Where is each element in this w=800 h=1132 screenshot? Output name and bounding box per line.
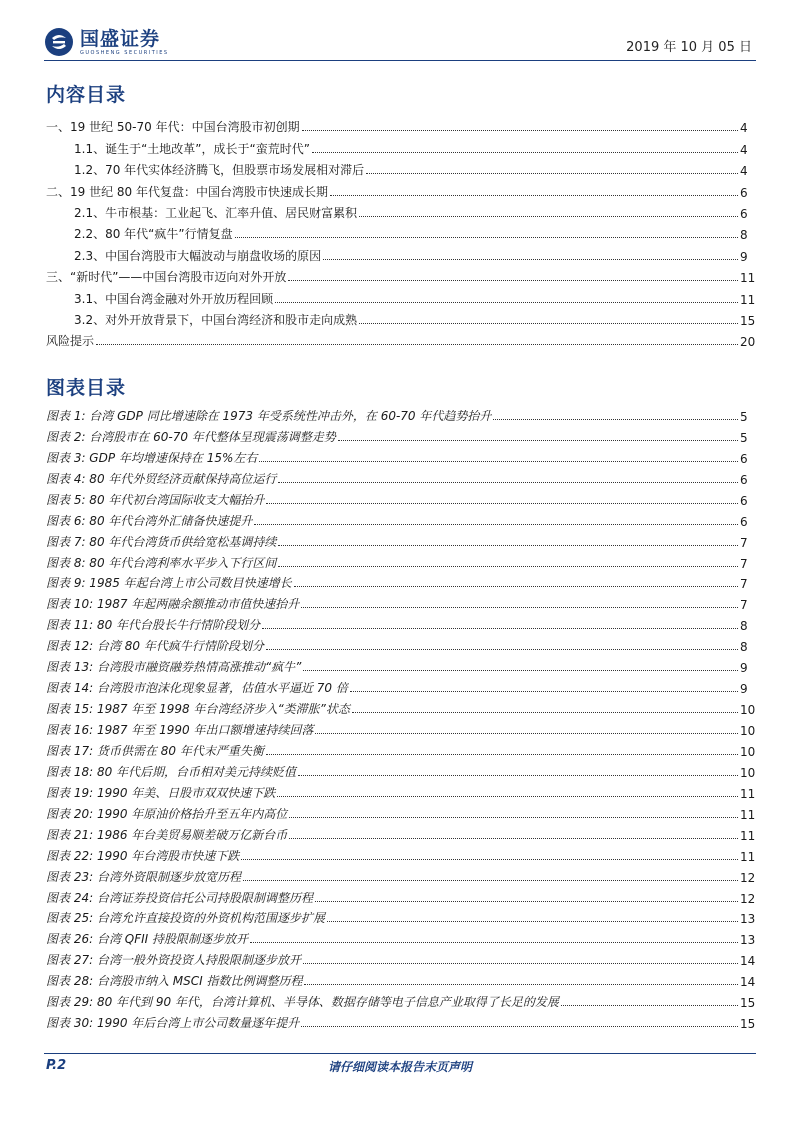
toc-entry-page: 4 (740, 164, 748, 179)
toc-entry-page: 11 (740, 271, 756, 286)
toc-entry[interactable] (46, 328, 756, 350)
toc-entry-page: 6 (740, 451, 748, 466)
toc-entry[interactable] (46, 445, 750, 466)
dot-leader (327, 921, 738, 922)
dot-leader (315, 901, 738, 902)
toc-entry-page: 8 (740, 228, 748, 243)
toc-entry[interactable] (46, 843, 756, 864)
toc-entry-label: 图表 28: 台湾股市纳入 MSCI 指数比例调整历程 (46, 974, 303, 989)
toc-entry-label: 图表 10: 1987 年起两融余额推动市值快速抬升 (46, 597, 300, 612)
dot-leader (277, 796, 738, 797)
dot-leader (254, 524, 738, 525)
contents-title: 内容目录 (46, 84, 127, 106)
toc-entry-page: 10 (740, 703, 756, 718)
toc-entry-label: 图表 21: 1986 年台美贸易顺差破万亿新台币 (46, 827, 288, 842)
dot-leader (96, 344, 738, 345)
toc-entry[interactable] (46, 612, 750, 633)
toc-entry-page: 7 (740, 535, 748, 550)
toc-entry-page: 6 (740, 472, 748, 487)
dot-leader (359, 323, 738, 324)
report-date: 2019 年 10 月 05 日 (626, 40, 752, 55)
toc-entry-label: 图表 23: 台湾外资限制逐步放宽历程 (46, 869, 241, 884)
toc-entry[interactable] (46, 633, 750, 654)
toc-entry-page: 14 (740, 975, 756, 990)
figures-list (46, 403, 756, 1032)
dot-leader (303, 963, 738, 964)
toc-entry-page: 12 (740, 891, 756, 906)
toc-entry-page: 6 (740, 206, 748, 221)
dot-leader (561, 1005, 738, 1006)
dot-leader (359, 216, 738, 217)
toc-entry-label: 图表 19: 1990 年美、日股市双双快速下跌 (46, 785, 276, 800)
toc-entry-page: 5 (740, 409, 748, 424)
contents-list (46, 114, 756, 350)
brand-name-en: GUOSHENG SECURITIES (80, 49, 169, 56)
toc-entry-page: 7 (740, 598, 748, 613)
dot-leader (266, 649, 738, 650)
toc-entry-label: 图表 30: 1990 年后台湾上市公司数量逐年提升 (46, 1016, 300, 1031)
toc-entry-label: 图表 3: GDP 年均增速保持在 15%左右 (46, 450, 258, 465)
toc-entry-label: 图表 24: 台湾证券投资信托公司持股限制调整历程 (46, 890, 313, 905)
page-header (0, 0, 800, 66)
toc-entry[interactable] (46, 947, 756, 969)
dot-leader (352, 712, 738, 713)
toc-entry-label: 图表 6: 80 年代台湾外汇储备快速提升 (46, 513, 253, 528)
dot-leader (278, 566, 738, 567)
toc-entry-page: 8 (740, 619, 748, 634)
toc-entry[interactable] (46, 717, 756, 738)
dot-leader (259, 461, 738, 462)
toc-entry[interactable] (46, 424, 750, 445)
dot-leader (301, 1026, 738, 1027)
toc-entry-label: 图表 8: 80 年代台湾利率水平步入下行区间 (46, 555, 277, 570)
toc-entry-page: 6 (740, 493, 748, 508)
toc-entry[interactable] (46, 989, 756, 1011)
toc-entry-label: 一、19 世纪 50-70 年代：中国台湾股市初创期 (46, 120, 300, 135)
toc-entry[interactable] (46, 780, 756, 801)
toc-entry-label: 图表 9: 1985 年起台湾上市公司数目快速增长 (46, 576, 292, 591)
toc-entry-page: 6 (740, 185, 748, 200)
dot-leader (298, 775, 738, 776)
toc-entry[interactable] (46, 654, 750, 675)
toc-entry-page: 7 (740, 556, 748, 571)
dot-leader (262, 628, 738, 629)
toc-entry[interactable] (46, 242, 750, 263)
toc-entry-label: 图表 12: 台湾 80 年代疯牛行情阶段划分 (46, 639, 264, 654)
dot-leader (304, 984, 738, 985)
dot-leader (323, 259, 738, 260)
toc-entry[interactable] (46, 759, 756, 780)
dot-leader (243, 880, 738, 881)
brand-logo (44, 27, 169, 57)
toc-entry-label: 图表 29: 80 年代到 90 年代，台湾计算机、半导体、数据存储等电子信息产业取得了长足的发展 (46, 995, 559, 1010)
toc-entry-page: 11 (740, 292, 756, 307)
dot-leader (275, 302, 738, 303)
toc-entry-label: 图表 22: 1990 年台湾股市快速下跌 (46, 848, 240, 863)
toc-entry-label: 图表 18: 80 年代后期，台币相对美元持续贬值 (46, 764, 297, 779)
toc-entry-label: 2.1、牛市根基：工业起飞、汇率升值、居民财富累积 (74, 205, 358, 220)
toc-entry[interactable] (46, 864, 756, 885)
toc-entry[interactable] (46, 906, 756, 927)
page-number: P.2 (46, 1058, 67, 1073)
toc-entry-label: 2.2、80 年代“疯牛”行情复盘 (74, 227, 233, 242)
toc-entry-page: 13 (740, 933, 756, 948)
toc-entry[interactable] (46, 200, 750, 221)
toc-entry-label: 二、19 世纪 80 年代复盘：中国台湾股市快速成长期 (46, 184, 328, 199)
toc-entry[interactable] (46, 591, 750, 612)
toc-entry[interactable] (46, 221, 750, 242)
dot-leader (278, 482, 738, 483)
toc-entry-label: 图表 15: 1987 年至 1998 年台湾经济步入“类滞胀”状态 (46, 702, 350, 717)
disclaimer-note: 请仔细阅读本报告末页声明 (327, 1060, 472, 1074)
brand-name-cn: 国盛证券 (80, 27, 161, 50)
toc-entry[interactable] (46, 801, 756, 822)
toc-entry[interactable] (46, 114, 750, 135)
toc-entry[interactable] (46, 264, 756, 286)
dot-leader (301, 607, 738, 608)
toc-entry[interactable] (46, 307, 756, 328)
toc-entry[interactable] (46, 529, 750, 550)
footer-divider (44, 1053, 756, 1054)
dot-leader (302, 130, 738, 131)
toc-entry[interactable] (46, 571, 750, 592)
dot-leader (289, 817, 738, 818)
toc-entry-page: 10 (740, 724, 756, 738)
toc-entry-label: 图表 27: 台湾一般外资投资人持股限制逐步放开 (46, 953, 301, 968)
toc-entry-label: 图表 17: 货币供需在 80 年代末严重失衡 (46, 743, 264, 758)
toc-entry-page: 11 (740, 849, 756, 864)
toc-entry-label: 图表 25: 台湾允许直接投资的外资机构范围逐步扩展 (46, 911, 325, 926)
toc-entry-label: 图表 14: 台湾股市泡沫化现象显著，估值水平逼近 70 倍 (46, 681, 348, 696)
header-divider (44, 60, 756, 61)
toc-entry-label: 图表 1: 台湾 GDP 同比增速除在 1973 年受系统性冲击外，在 60-70 年代趋势抬升 (46, 408, 492, 423)
toc-entry[interactable] (46, 178, 750, 199)
toc-entry-page: 10 (740, 765, 756, 780)
dot-leader (303, 670, 738, 671)
toc-entry-label: 图表 13: 台湾股市融资融券热情高涨推动“疯牛” (46, 660, 302, 675)
toc-entry[interactable] (46, 738, 756, 759)
dot-leader (250, 942, 738, 943)
toc-entry-page: 10 (740, 744, 756, 759)
dot-leader (338, 440, 738, 441)
toc-entry-label: 图表 16: 1987 年至 1990 年出口额增速持续回落 (46, 723, 314, 737)
toc-entry-page: 11 (740, 786, 756, 801)
toc-entry-label: 3.2、对外开放背景下，中国台湾经济和股市走向成熟 (74, 312, 358, 327)
toc-entry-label: 图表 26: 台湾 QFII 持股限制逐步放开 (46, 932, 248, 947)
dot-leader (266, 503, 738, 504)
toc-entry-label: 3.1、中国台湾金融对外开放历程回顾 (74, 291, 274, 306)
toc-entry-page: 8 (740, 640, 748, 655)
toc-entry-page: 12 (740, 870, 756, 885)
toc-entry-page: 13 (740, 912, 756, 927)
toc-entry[interactable] (46, 675, 750, 696)
toc-entry[interactable] (46, 487, 750, 508)
toc-entry-page: 4 (740, 121, 748, 136)
dot-leader (350, 691, 738, 692)
toc-entry[interactable] (46, 926, 756, 948)
toc-entry[interactable] (46, 968, 756, 990)
toc-entry-page: 11 (740, 828, 756, 843)
dot-leader (278, 545, 738, 546)
toc-entry-page: 15 (740, 313, 756, 328)
toc-entry-label: 图表 11: 80 年代台股长牛行情阶段划分 (46, 618, 261, 633)
toc-entry[interactable] (46, 885, 756, 906)
dot-leader (235, 237, 738, 238)
toc-entry-page: 20 (740, 335, 756, 350)
toc-entry[interactable] (46, 550, 750, 571)
dot-leader (289, 838, 738, 839)
toc-entry-label: 2.3、中国台湾股市大幅波动与崩盘收场的原因 (74, 248, 322, 263)
toc-entry-label: 1.1、诞生于“土地改革”，成长于“蛮荒时代” (74, 141, 310, 156)
dot-leader (330, 195, 738, 196)
toc-entry-page: 15 (740, 1017, 756, 1032)
toc-entry-label: 图表 7: 80 年代台湾货币供给宽松基调持续 (46, 534, 277, 549)
toc-entry-label: 图表 5: 80 年代初台湾国际收支大幅抬升 (46, 492, 265, 507)
figures-title: 图表目录 (46, 377, 127, 399)
dot-leader (366, 173, 738, 174)
toc-entry[interactable] (46, 822, 756, 843)
toc-entry[interactable] (46, 157, 750, 178)
toc-entry-label: 图表 2: 台湾股市在 60-70 年代整体呈现震荡调整走势 (46, 429, 336, 444)
guosheng-logo-icon (44, 27, 74, 57)
toc-entry[interactable] (46, 1010, 756, 1032)
dot-leader (312, 152, 738, 153)
toc-entry-page: 9 (740, 682, 748, 697)
toc-entry[interactable] (46, 285, 756, 307)
toc-entry-page: 6 (740, 514, 748, 529)
toc-entry[interactable] (46, 135, 750, 156)
dot-leader (294, 586, 738, 587)
dot-leader (266, 754, 738, 755)
toc-entry-page: 5 (740, 430, 748, 445)
toc-entry[interactable] (46, 508, 750, 529)
toc-entry-page: 11 (740, 807, 756, 822)
toc-entry-page: 4 (740, 142, 748, 157)
toc-entry-page: 15 (740, 996, 756, 1011)
toc-entry[interactable] (46, 466, 750, 487)
dot-leader (241, 859, 738, 860)
toc-entry-label: 1.2、70 年代实体经济腾飞，但股票市场发展相对滞后 (74, 163, 365, 178)
dot-leader (288, 280, 738, 281)
toc-entry[interactable] (46, 696, 756, 718)
toc-entry-page: 9 (740, 661, 748, 676)
toc-entry-label: 风险提示 (46, 334, 95, 349)
toc-entry-page: 14 (740, 954, 756, 969)
toc-entry-label: 图表 4: 80 年代外贸经济贡献保持高位运行 (46, 471, 277, 486)
toc-entry[interactable] (46, 403, 750, 424)
toc-entry-label: 三、“新时代”——中国台湾股市迈向对外开放 (46, 270, 287, 285)
dot-leader (493, 419, 738, 420)
toc-entry-label: 图表 20: 1990 年原油价格抬升至五年内高位 (46, 806, 288, 821)
toc-entry-page: 9 (740, 249, 748, 264)
toc-entry-page: 7 (740, 577, 748, 592)
dot-leader (315, 733, 738, 734)
